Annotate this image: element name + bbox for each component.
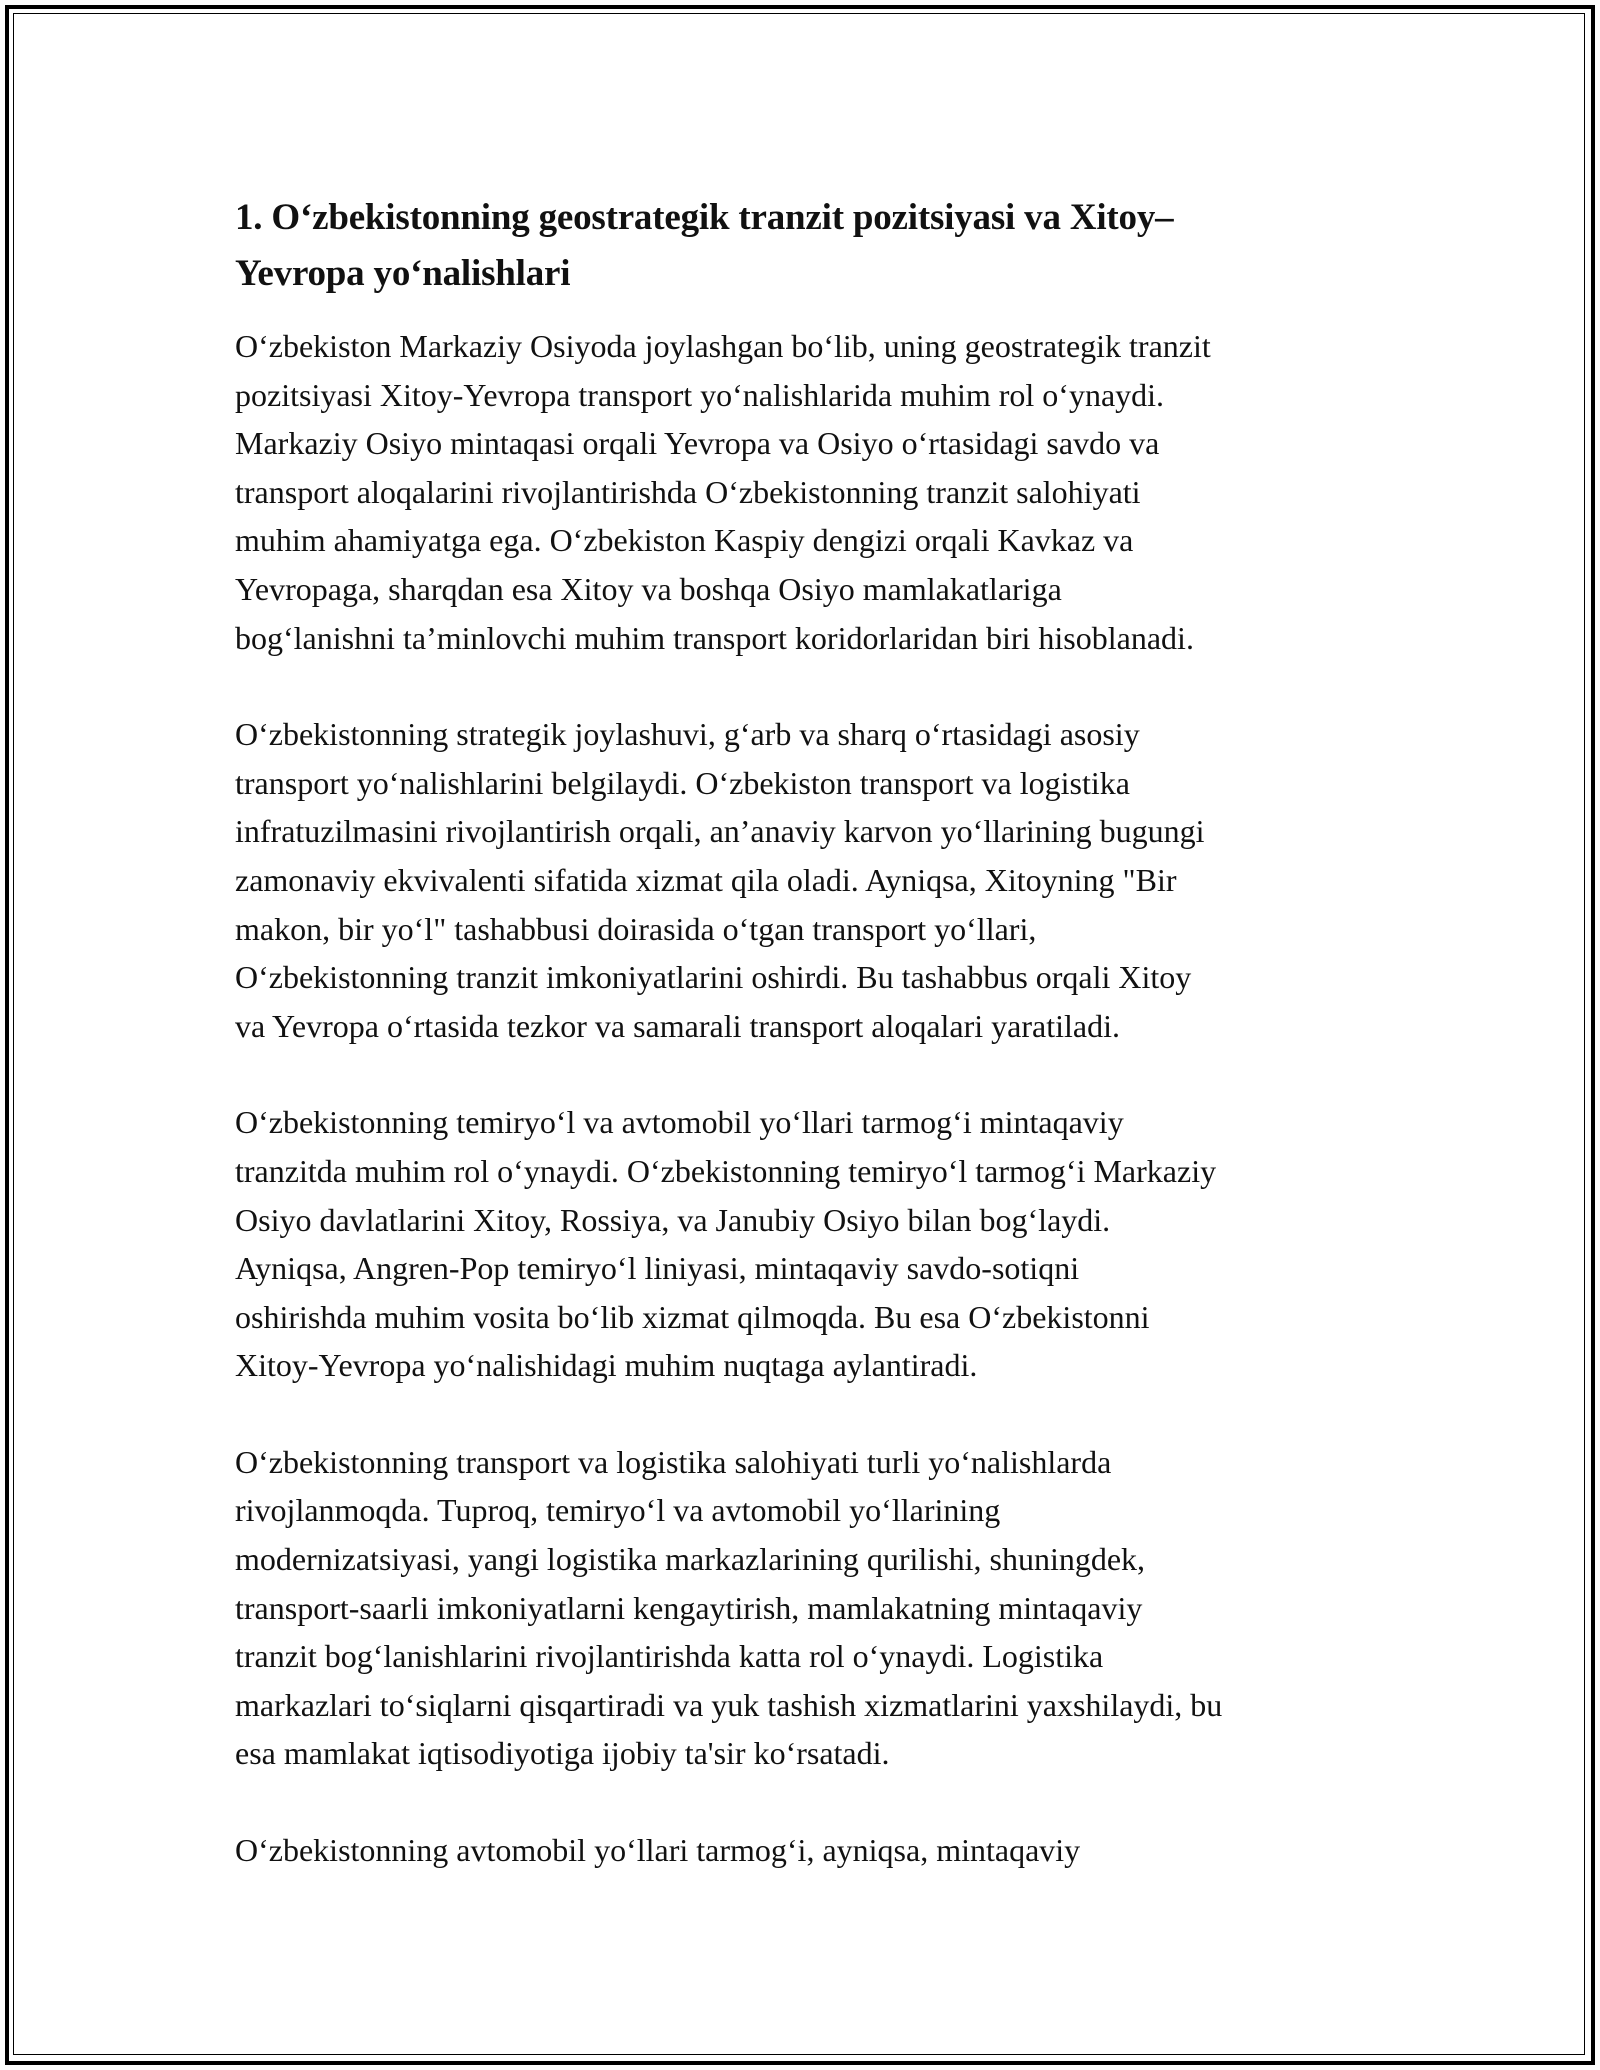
paragraph-2 [235, 710, 1370, 1050]
paragraph-4 [235, 1438, 1370, 1778]
text-line: transport aloqalarini rivojlantirishda O‘zbekistonning tranzit salohiyati [235, 473, 1141, 510]
paragraph-3 [235, 1098, 1370, 1390]
text-line: rivojlanmoqda. Tuproq, temiryo‘l va avtomobil yo‘llarining [235, 1492, 1001, 1529]
text-line: O‘zbekistonning tranzit imkoniyatlarini oshirdi. Bu tashabbus orqali Xitoy [235, 959, 1192, 996]
text-line: O‘zbekistonning transport va logistika salohiyati turli yo‘nalishlarda [235, 1443, 1112, 1480]
text-line: muhim ahamiyatga ega. O‘zbekiston Kaspiy dengizi orqali Kavkaz va [235, 522, 1134, 559]
text-line: tranzitda muhim rol o‘ynaydi. O‘zbekistonning temiryo‘l tarmog‘i Markaziy [235, 1152, 1217, 1189]
text-line: Osiyo davlatlarini Xitoy, Rossiya, va Janubiy Osiyo bilan bog‘laydi. [235, 1201, 1111, 1238]
heading-line: Yevropa yo‘nalishlari [235, 253, 571, 294]
text-line: Xitoy-Yevropa yo‘nalishidagi muhim nuqtaga aylantiradi. [235, 1347, 978, 1384]
text-line: bog‘lanishni ta’minlovchi muhim transport koridorlaridan biri hisoblanadi. [235, 619, 1194, 656]
text-line: Yevropaga, sharqdan esa Xitoy va boshqa Osiyo mamlakatlariga [235, 570, 1062, 607]
text-line: tranzit bog‘lanishlarini rivojlantirishda katta rol o‘ynaydi. Logistika [235, 1638, 1104, 1675]
text-line: transport yo‘nalishlarini belgilaydi. O‘zbekiston transport va logistika [235, 764, 1130, 801]
document-body [235, 190, 1370, 1923]
paragraph-1 [235, 322, 1370, 662]
text-line: pozitsiyasi Xitoy-Yevropa transport yo‘nalishlarida muhim rol o‘ynaydi. [235, 376, 1165, 413]
text-line: O‘zbekistonning avtomobil yo‘llari tarmog‘i, ayniqsa, mintaqaviy [235, 1832, 1081, 1869]
text-line: Markaziy Osiyo mintaqasi orqali Yevropa va Osiyo o‘rtasidagi savdo va [235, 425, 1160, 462]
text-line: markazlari to‘siqlarni qisqartiradi va yuk tashish xizmatlarini yaxshilaydi, bu [235, 1686, 1223, 1723]
text-line: Ayniqsa, Angren-Pop temiryo‘l liniyasi, mintaqaviy savdo-sotiqni [235, 1250, 1080, 1287]
text-line: va Yevropa o‘rtasida tezkor va samarali transport aloqalari yaratiladi. [235, 1007, 1120, 1044]
text-line: makon, bir yo‘l" tashabbusi doirasida o‘tgan transport yo‘llari, [235, 910, 1037, 947]
text-line: zamonaviy ekvivalenti sifatida xizmat qila oladi. Ayniqsa, Xitoyning "Bir [235, 861, 1177, 898]
text-line: oshirishda muhim vosita bo‘lib xizmat qilmoqda. Bu esa O‘zbekistonni [235, 1298, 1150, 1335]
text-line: O‘zbekiston Markaziy Osiyoda joylashgan bo‘lib, uning geostrategik tranzit [235, 328, 1211, 364]
text-line: O‘zbekistonning temiryo‘l va avtomobil yo‘llari tarmog‘i mintaqaviy [235, 1104, 1124, 1141]
paragraph-5 [235, 1826, 1370, 1875]
text-line: esa mamlakat iqtisodiyotiga ijobiy ta'sir ko‘rsatadi. [235, 1735, 890, 1772]
text-line: infratuzilmasini rivojlantirish orqali, an’anaviy karvon yo‘llarining bugungi [235, 813, 1205, 850]
section-heading [235, 190, 1370, 302]
text-line: modernizatsiyasi, yangi logistika markazlarining qurilishi, shuningdek, [235, 1541, 1146, 1578]
text-line: O‘zbekistonning strategik joylashuvi, g‘arb va sharq o‘rtasidagi asosiy [235, 716, 1140, 753]
text-line: transport-saarli imkoniyatlarni kengaytirish, mamlakatning mintaqaviy [235, 1589, 1143, 1626]
heading-line: 1. O‘zbekistonning geostrategik tranzit pozitsiyasi va Xitoy– [235, 197, 1174, 238]
